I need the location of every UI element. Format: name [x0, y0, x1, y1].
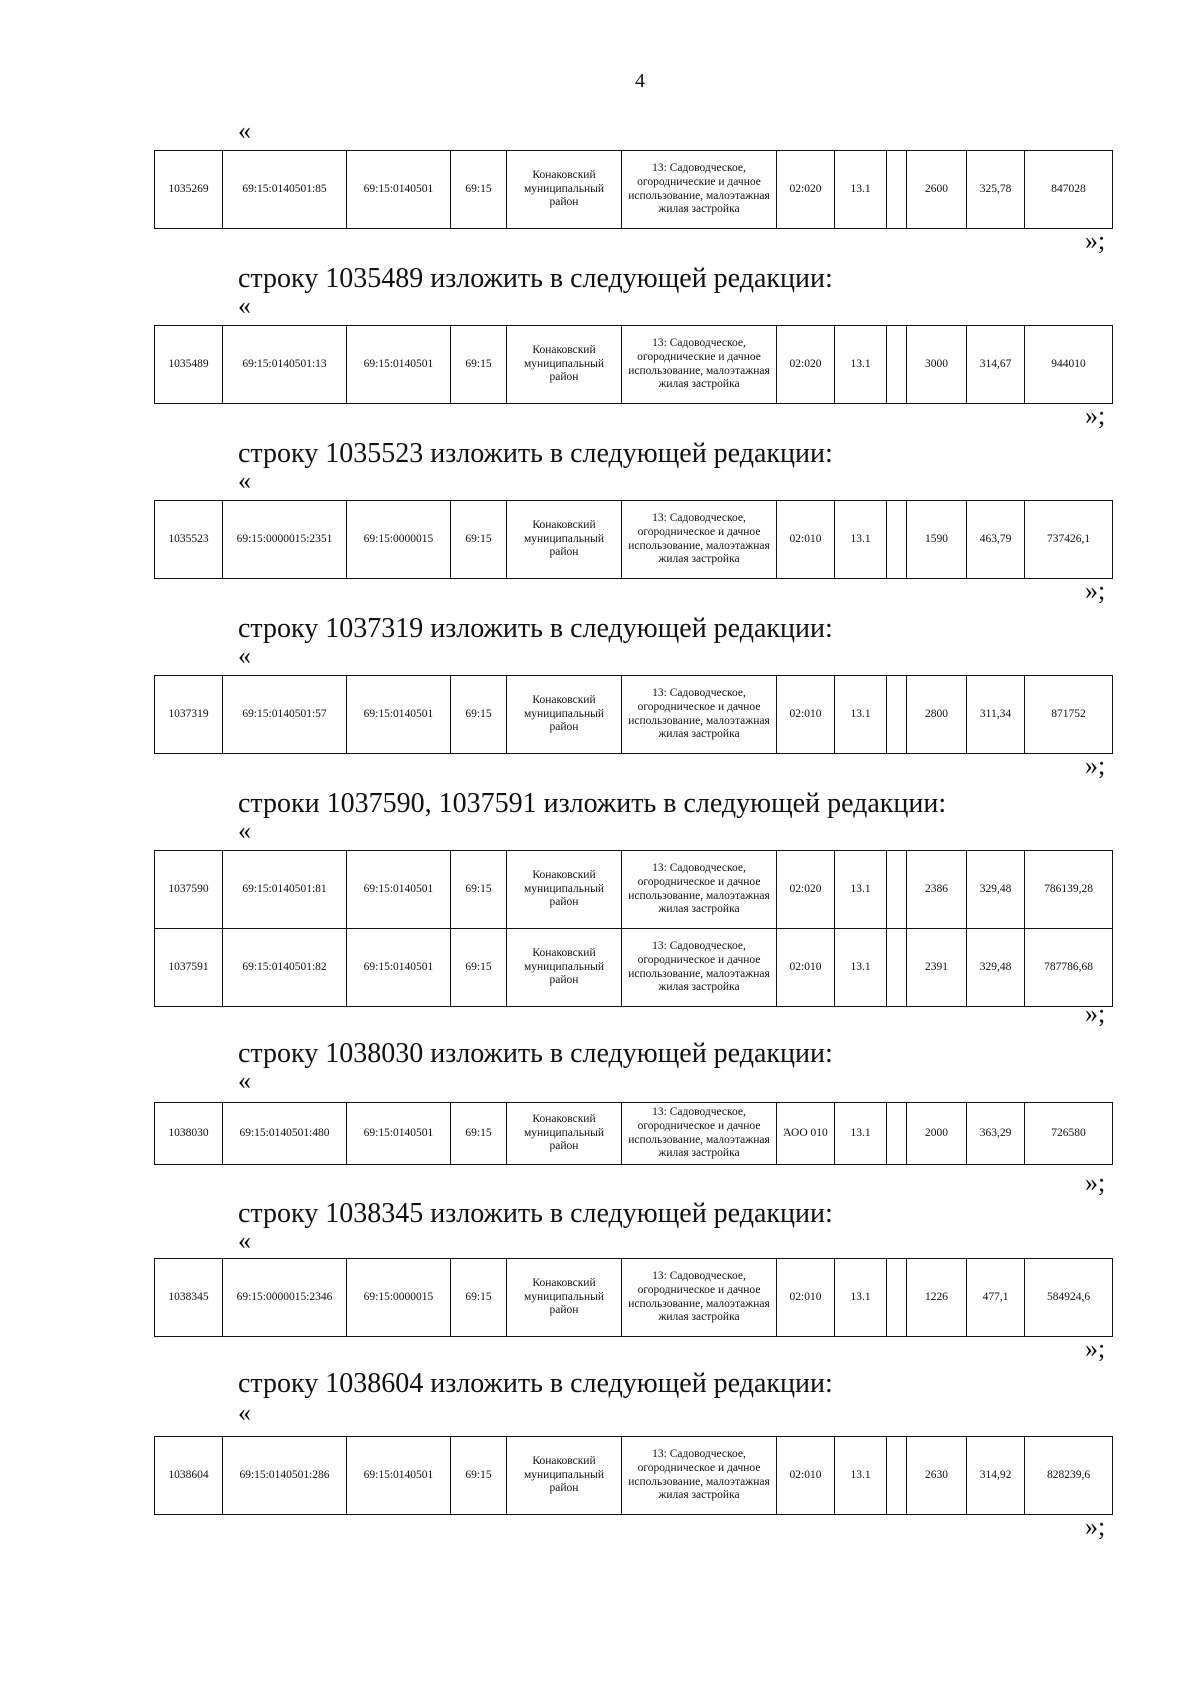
table-row: [155, 501, 1113, 579]
cell-cadastral-quarter: 69:15:0140501: [347, 676, 451, 754]
edit-instruction-heading: строку 1038030 изложить в следующей редакции:: [238, 1038, 833, 1069]
register-row-table: [154, 1436, 1113, 1515]
table-row: [155, 851, 1113, 929]
register-row-table: [154, 150, 1113, 229]
cell-municipality: Конаковский муниципальный район: [507, 676, 622, 754]
edit-instruction-heading: строку 1037319 изложить в следующей редакции:: [238, 613, 833, 644]
cell-district-code: 69:15: [451, 151, 507, 229]
closing-quote: »;: [1085, 226, 1106, 255]
closing-quote: »;: [1085, 1334, 1106, 1363]
opening-quote: «: [238, 1398, 251, 1427]
cell-cadastral-number: 69:15:0140501:85: [223, 151, 347, 229]
table-row: [155, 929, 1113, 1007]
register-row-table: [154, 675, 1113, 754]
cell-specific-value: 463,79: [967, 501, 1025, 579]
cell-group-code: 02:010: [777, 501, 835, 579]
cell-empty: [887, 1437, 907, 1515]
edit-instruction-heading: строку 1035523 изложить в следующей редакции:: [238, 438, 833, 469]
table-row: [155, 326, 1113, 404]
cell-empty: [887, 676, 907, 754]
cell-district-code: 69:15: [451, 676, 507, 754]
closing-quote: »;: [1085, 999, 1106, 1028]
closing-quote: »;: [1085, 401, 1106, 430]
cell-municipality: Конаковский муниципальный район: [507, 851, 622, 929]
cell-cadastral-number: 69:15:0140501:13: [223, 326, 347, 404]
cell-row-id: 1035269: [155, 151, 223, 229]
register-row-table: [154, 1102, 1113, 1165]
cell-municipality: Конаковский муниципальный район: [507, 1259, 622, 1337]
cell-cadastral-number: 69:15:0140501:286: [223, 1437, 347, 1515]
cell-cadastral-quarter: 69:15:0140501: [347, 326, 451, 404]
cell-group-code: 02:020: [777, 326, 835, 404]
cell-district-code: 69:15: [451, 1437, 507, 1515]
cell-land-use: 13: Садоводческое, огородническое и дачное использование, малоэтажная жилая застройка: [622, 676, 777, 754]
edit-instruction-heading: строки 1037590, 1037591 изложить в следующей редакции:: [238, 788, 947, 819]
cell-land-use: 13: Садоводческое, огородническое и дачное использование, малоэтажная жилая застройка: [622, 1259, 777, 1337]
cell-row-id: 1038030: [155, 1103, 223, 1165]
cell-district-code: 69:15: [451, 851, 507, 929]
cell-cadastral-quarter: 69:15:0140501: [347, 929, 451, 1007]
table-row: [155, 1103, 1113, 1165]
cell-cadastral-value: 786139,28: [1025, 851, 1113, 929]
closing-quote: »;: [1085, 1168, 1106, 1197]
cell-row-id: 1035489: [155, 326, 223, 404]
cell-row-id: 1038604: [155, 1437, 223, 1515]
cell-specific-value: 329,48: [967, 929, 1025, 1007]
cell-area: 2386: [907, 851, 967, 929]
cell-district-code: 69:15: [451, 1103, 507, 1165]
cell-cadastral-number: 69:15:0000015:2346: [223, 1259, 347, 1337]
cell-land-use: 13: Садоводческое, огородническое и дачное использование, малоэтажная жилая застройка: [622, 929, 777, 1007]
cell-cadastral-number: 69:15:0000015:2351: [223, 501, 347, 579]
register-row-table: [154, 850, 1113, 1007]
table-row: [155, 676, 1113, 754]
opening-quote: «: [238, 1066, 251, 1095]
opening-quote: «: [238, 816, 251, 845]
cell-specific-value: 325,78: [967, 151, 1025, 229]
cell-district-code: 69:15: [451, 1259, 507, 1337]
cell-row-id: 1035523: [155, 501, 223, 579]
cell-specific-value: 363,29: [967, 1103, 1025, 1165]
cell-area: 2000: [907, 1103, 967, 1165]
cell-group-code: 02:010: [777, 1437, 835, 1515]
register-row-table: [154, 1258, 1113, 1337]
cell-empty: [887, 326, 907, 404]
cell-row-id: 1037591: [155, 929, 223, 1007]
opening-quote: «: [238, 641, 251, 670]
cell-empty: [887, 1103, 907, 1165]
cell-code: 13.1: [835, 676, 887, 754]
register-row-table: [154, 325, 1113, 404]
cell-group-code: 02:010: [777, 1259, 835, 1337]
cell-area: 2600: [907, 151, 967, 229]
cell-area: 2391: [907, 929, 967, 1007]
cell-row-id: 1038345: [155, 1259, 223, 1337]
cell-cadastral-quarter: 69:15:0140501: [347, 1437, 451, 1515]
cell-specific-value: 314,67: [967, 326, 1025, 404]
cell-specific-value: 311,34: [967, 676, 1025, 754]
cell-empty: [887, 929, 907, 1007]
opening-quote: «: [238, 466, 251, 495]
cell-group-code: ΆΟΟ 010: [777, 1103, 835, 1165]
table-row: [155, 1259, 1113, 1337]
table-row: [155, 1437, 1113, 1515]
cell-code: 13.1: [835, 929, 887, 1007]
cell-area: 1226: [907, 1259, 967, 1337]
cell-cadastral-value: 726580: [1025, 1103, 1113, 1165]
cell-land-use: 13: Садоводческое, огороднические и дачное использование, малоэтажная жилая застройка: [622, 326, 777, 404]
cell-code: 13.1: [835, 151, 887, 229]
edit-instruction-heading: строку 1038604 изложить в следующей редакции:: [238, 1368, 833, 1399]
cell-group-code: 02:010: [777, 929, 835, 1007]
cell-empty: [887, 501, 907, 579]
cell-cadastral-quarter: 69:15:0140501: [347, 1103, 451, 1165]
cell-cadastral-number: 69:15:0140501:82: [223, 929, 347, 1007]
opening-quote: «: [238, 291, 251, 320]
table-row: [155, 151, 1113, 229]
cell-cadastral-number: 69:15:0140501:480: [223, 1103, 347, 1165]
page-number: 4: [635, 70, 645, 92]
closing-quote: »;: [1085, 1512, 1106, 1541]
cell-cadastral-number: 69:15:0140501:57: [223, 676, 347, 754]
cell-cadastral-value: 871752: [1025, 676, 1113, 754]
cell-cadastral-value: 828239,6: [1025, 1437, 1113, 1515]
cell-cadastral-value: 944010: [1025, 326, 1113, 404]
closing-quote: »;: [1085, 751, 1106, 780]
cell-code: 13.1: [835, 851, 887, 929]
register-row-table: [154, 500, 1113, 579]
cell-group-code: 02:010: [777, 676, 835, 754]
cell-area: 3000: [907, 326, 967, 404]
cell-land-use: 13: Садоводческое, огородническое и дачное использование, малоэтажная жилая застройка: [622, 1103, 777, 1165]
cell-group-code: 02:020: [777, 151, 835, 229]
cell-cadastral-value: 847028: [1025, 151, 1113, 229]
cell-cadastral-value: 737426,1: [1025, 501, 1113, 579]
cell-code: 13.1: [835, 501, 887, 579]
cell-cadastral-number: 69:15:0140501:81: [223, 851, 347, 929]
cell-municipality: Конаковский муниципальный район: [507, 929, 622, 1007]
cell-cadastral-quarter: 69:15:0140501: [347, 151, 451, 229]
closing-quote: »;: [1085, 576, 1106, 605]
edit-instruction-heading: строку 1038345 изложить в следующей редакции:: [238, 1198, 833, 1229]
cell-empty: [887, 1259, 907, 1337]
cell-municipality: Конаковский муниципальный район: [507, 501, 622, 579]
cell-code: 13.1: [835, 326, 887, 404]
cell-cadastral-value: 787786,68: [1025, 929, 1113, 1007]
cell-specific-value: 314,92: [967, 1437, 1025, 1515]
cell-municipality: Конаковский муниципальный район: [507, 151, 622, 229]
cell-municipality: Конаковский муниципальный район: [507, 326, 622, 404]
cell-land-use: 13: Садоводческое, огородническое и дачное использование, малоэтажная жилая застройка: [622, 851, 777, 929]
cell-land-use: 13: Садоводческое, огородническое и дачное использование, малоэтажная жилая застройка: [622, 1437, 777, 1515]
cell-empty: [887, 151, 907, 229]
cell-cadastral-quarter: 69:15:0140501: [347, 851, 451, 929]
cell-district-code: 69:15: [451, 929, 507, 1007]
cell-code: 13.1: [835, 1259, 887, 1337]
cell-area: 2630: [907, 1437, 967, 1515]
cell-district-code: 69:15: [451, 326, 507, 404]
cell-empty: [887, 851, 907, 929]
opening-quote: «: [238, 116, 251, 145]
edit-instruction-heading: строку 1035489 изложить в следующей редакции:: [238, 263, 833, 294]
cell-district-code: 69:15: [451, 501, 507, 579]
cell-area: 2800: [907, 676, 967, 754]
cell-specific-value: 477,1: [967, 1259, 1025, 1337]
cell-row-id: 1037590: [155, 851, 223, 929]
cell-row-id: 1037319: [155, 676, 223, 754]
cell-cadastral-quarter: 69:15:0000015: [347, 501, 451, 579]
cell-group-code: 02:020: [777, 851, 835, 929]
cell-land-use: 13: Садоводческое, огороднические и дачное использование, малоэтажная жилая застройка: [622, 151, 777, 229]
cell-cadastral-quarter: 69:15:0000015: [347, 1259, 451, 1337]
cell-code: 13.1: [835, 1437, 887, 1515]
cell-code: 13.1: [835, 1103, 887, 1165]
cell-land-use: 13: Садоводческое, огородническое и дачное использование, малоэтажная жилая застройка: [622, 501, 777, 579]
cell-municipality: Конаковский муниципальный район: [507, 1437, 622, 1515]
cell-specific-value: 329,48: [967, 851, 1025, 929]
cell-municipality: Конаковский муниципальный район: [507, 1103, 622, 1165]
opening-quote: «: [238, 1226, 251, 1255]
cell-area: 1590: [907, 501, 967, 579]
cell-cadastral-value: 584924,6: [1025, 1259, 1113, 1337]
